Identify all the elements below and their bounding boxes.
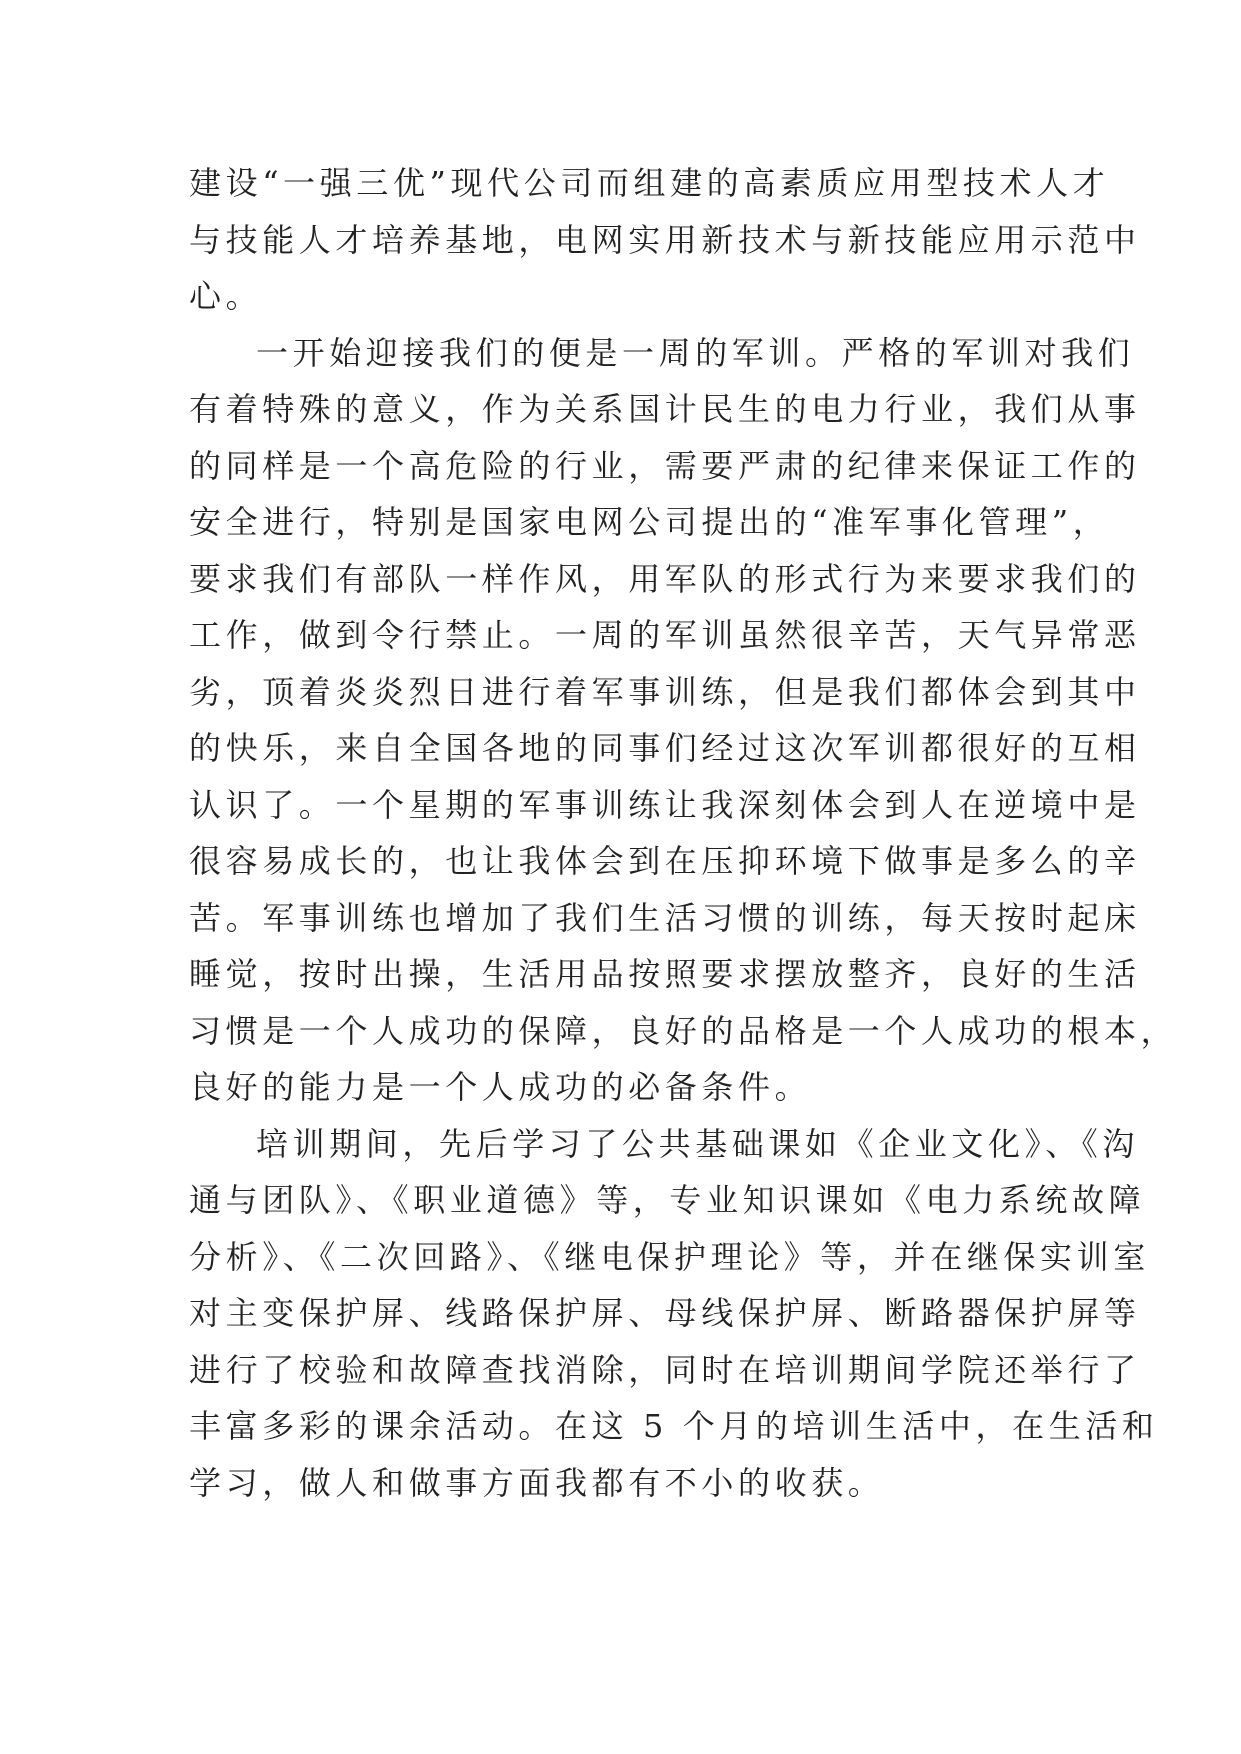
text-line: 通与团队》、《职业道德》等，专业知识课如《电力系统故障 [189, 1181, 1146, 1219]
text-line: 分析》、《二次回路》、《继电保护理论》等，并在继保实训室 [189, 1237, 1150, 1276]
text-line: 有着特殊的意义，作为关系国计民生的电力行业，我们从事 [189, 390, 1141, 428]
text-line: 苦。军事训练也增加了我们生活习惯的训练，每天按时起床 [189, 898, 1141, 937]
paragraph [189, 325, 1178, 1116]
text-line: 劣，顶着炎炎烈日进行着军事训练，但是我们都体会到其中 [189, 672, 1141, 711]
text-line: 的同样是一个高危险的行业，需要严肃的纪律来保证工作的 [189, 446, 1141, 485]
text-line: 建设“一强三优”现代公司而组建的高素质应用型技术人才 [189, 164, 1110, 202]
paragraph [189, 1116, 1159, 1512]
text-line: 学习，做人和做事方面我都有不小的收获。 [189, 1463, 885, 1502]
text-line: 培训期间，先后学习了公共基础课如《企业文化》、《沟 [256, 1124, 1140, 1163]
text-line: 安全进行，特别是国家电网公司提出的“准军事化管理”， [189, 503, 1110, 541]
text-line: 要求我们有部队一样作风，用军队的形式行为来要求我们的 [189, 559, 1141, 598]
text-line: 与技能人才培养基地，电网实用新技术与新技能应用示范中 [189, 220, 1141, 259]
text-line: 一开始迎接我们的便是一周的军训。严格的军训对我们 [256, 333, 1135, 372]
text-line: 很容易成长的，也让我体会到在压抑环境下做事是多么的辛 [189, 842, 1141, 880]
text-line: 心。 [189, 277, 263, 315]
document-body [189, 155, 1178, 1511]
text-line: 进行了校验和故障查找消除，同时在培训期间学院还举行了 [189, 1350, 1141, 1389]
text-line: 的快乐，来自全国各地的同事们经过这次军训都很好的互相 [189, 729, 1141, 767]
text-line: 认识了。一个星期的军事训练让我深刻体会到人在逆境中是 [189, 785, 1141, 824]
text-line: 对主变保护屏、线路保护屏、母线保护屏、断路器保护屏等 [189, 1294, 1141, 1332]
paragraph [189, 155, 1141, 325]
text-line: 习惯是一个人成功的保障，良好的品格是一个人成功的根本， [189, 1011, 1178, 1050]
text-line: 丰富多彩的课余活动。在这 5 个月的培训生活中，在生活和 [189, 1407, 1159, 1445]
text-line: 工作，做到令行禁止。一周的军训虽然很辛苦，天气异常恶 [189, 616, 1141, 654]
text-line: 睡觉，按时出操，生活用品按照要求摆放整齐，良好的生活 [189, 955, 1141, 993]
text-line: 良好的能力是一个人成功的必备条件。 [189, 1068, 812, 1106]
